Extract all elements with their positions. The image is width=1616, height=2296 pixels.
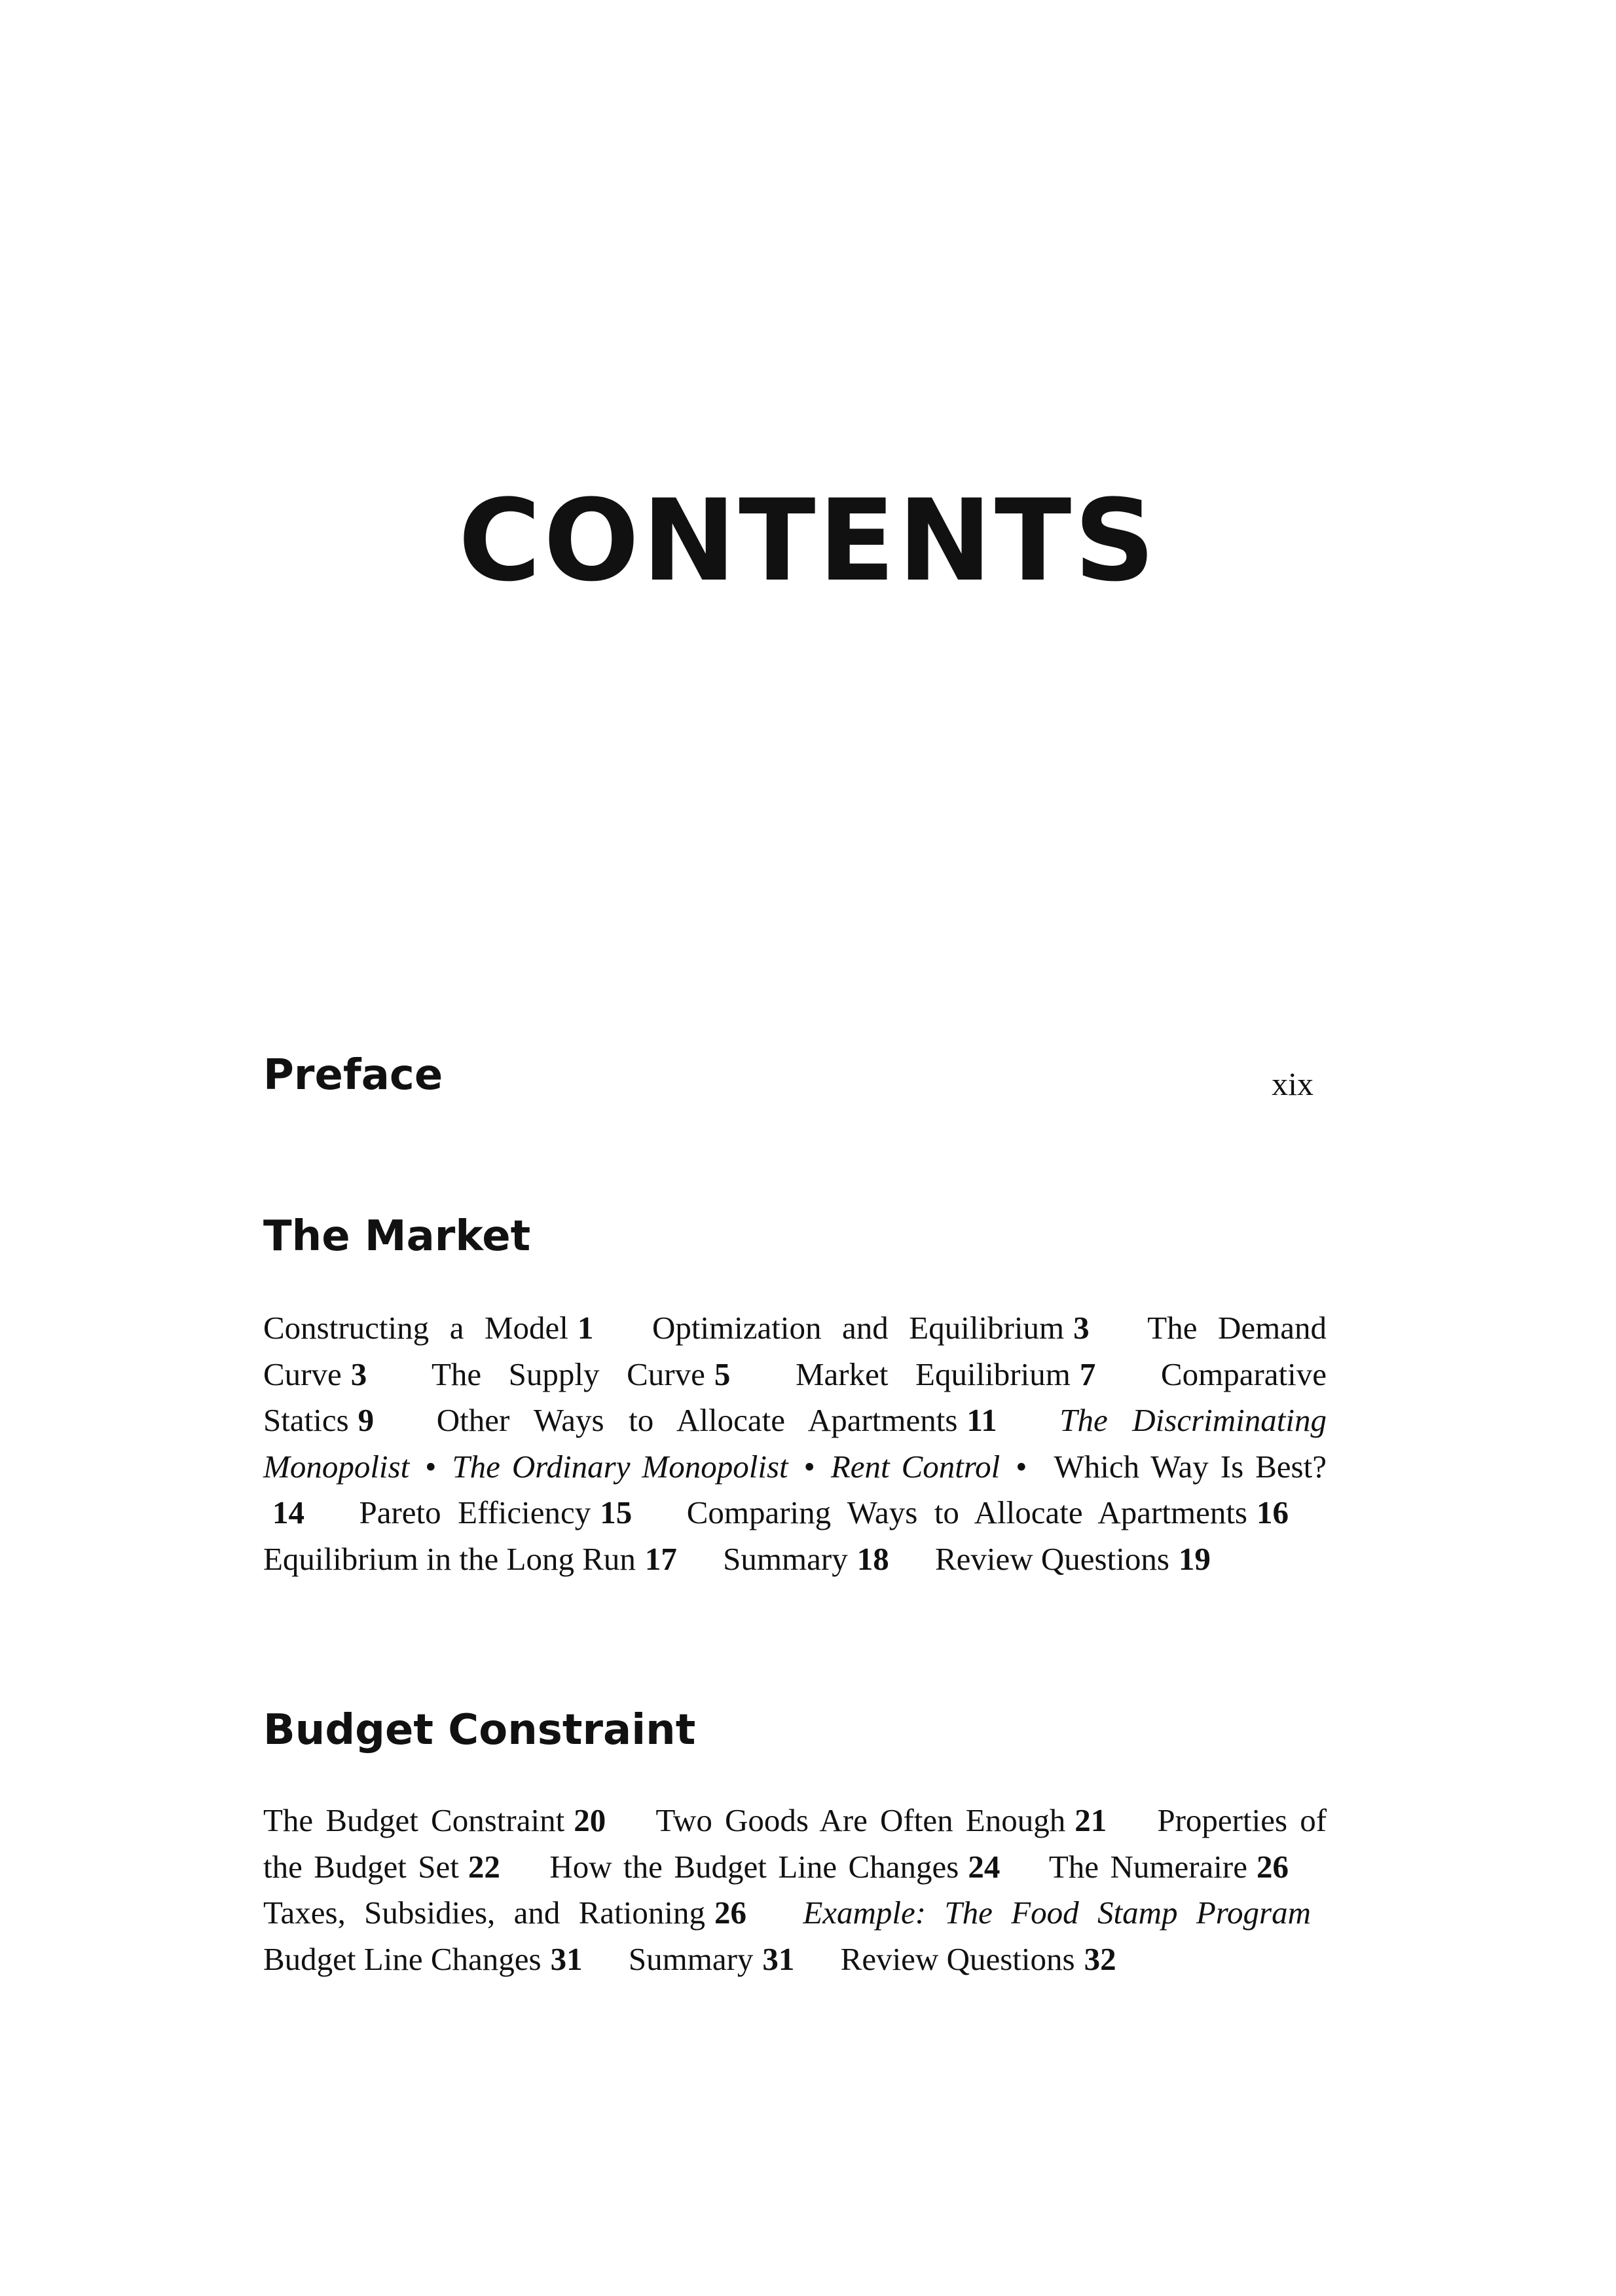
entry-the-demand-curve: The Demand Curve 3: [263, 1310, 1327, 1392]
entry-the-numeraire: The Numeraire 26: [1048, 1848, 1289, 1885]
entry-review-questions: Review Questions 32: [840, 1940, 1116, 1977]
entry-optimization-and-equilibrium: Optimization and Equilibrium 3: [652, 1310, 1090, 1346]
entry-review-questions: Review Questions 19: [934, 1540, 1211, 1577]
entry-two-goods-are-often-enough: Two Goods Are Often Enough 21: [655, 1802, 1107, 1838]
entry-comparing-ways-to-allocate-apartments: Comparing Ways to Allocate Apartments 16: [686, 1494, 1289, 1530]
entry-taxes-subsidies-and-rationing: Taxes, Subsidies, and Rationing 26: [263, 1895, 746, 1931]
chapter-entries-budget-constraint: [263, 1798, 1327, 1982]
entry-the-budget-constraint: The Budget Constraint 20: [263, 1802, 606, 1838]
page-title: CONTENTS: [458, 475, 1158, 606]
entry-the-supply-curve: The Supply Curve 5: [431, 1356, 731, 1392]
entry-pareto-efficiency: Pareto Efficiency 15: [359, 1494, 633, 1530]
entry-rent-control: Rent Control: [830, 1448, 1001, 1485]
chapter-title-budget-constraint: Budget Constraint: [263, 1706, 696, 1754]
entry-equilibrium-in-the-long-run: Equilibrium in the Long Run 17: [263, 1540, 677, 1577]
entry-summary: Summary 18: [723, 1540, 889, 1577]
preface-heading: Preface: [263, 1051, 443, 1100]
entry-how-the-budget-line-changes: How the Budget Line Changes 24: [549, 1848, 1001, 1885]
entry-constructing-a-model: Constructing a Model 1: [263, 1310, 594, 1346]
preface-page-number: xix: [1272, 1065, 1313, 1102]
entry-summary: Summary 31: [628, 1940, 795, 1977]
entry-budget-line-changes: Budget Line Changes 31: [263, 1940, 583, 1977]
entry-properties-of-the-budget-set: Properties of the Budget Set 22: [263, 1802, 1327, 1885]
entry-which-way-is-best: Which Way Is Best?14: [272, 1448, 1327, 1530]
entry-the-discriminating-monopolist: The Discriminating Monopolist: [263, 1402, 1327, 1485]
chapter-title-the-market: The Market: [263, 1212, 531, 1261]
entry-other-ways-to-allocate-apartments: Other Ways to Allocate Apartments 11: [436, 1402, 997, 1438]
bullet-separator: •: [1016, 1448, 1027, 1485]
bullet-separator: •: [425, 1448, 437, 1485]
entry-comparative-statics: Comparative Statics 9: [263, 1356, 1327, 1438]
chapter-entries-the-market: [263, 1305, 1327, 1582]
entry-the-ordinary-monopolist: The Ordinary Monopolist: [452, 1448, 788, 1485]
bullet-separator: •: [803, 1448, 815, 1485]
entry-example-the-food-stamp-program: Example: The Food Stamp Program: [803, 1895, 1311, 1931]
entry-market-equilibrium: Market Equilibrium 7: [795, 1356, 1096, 1392]
